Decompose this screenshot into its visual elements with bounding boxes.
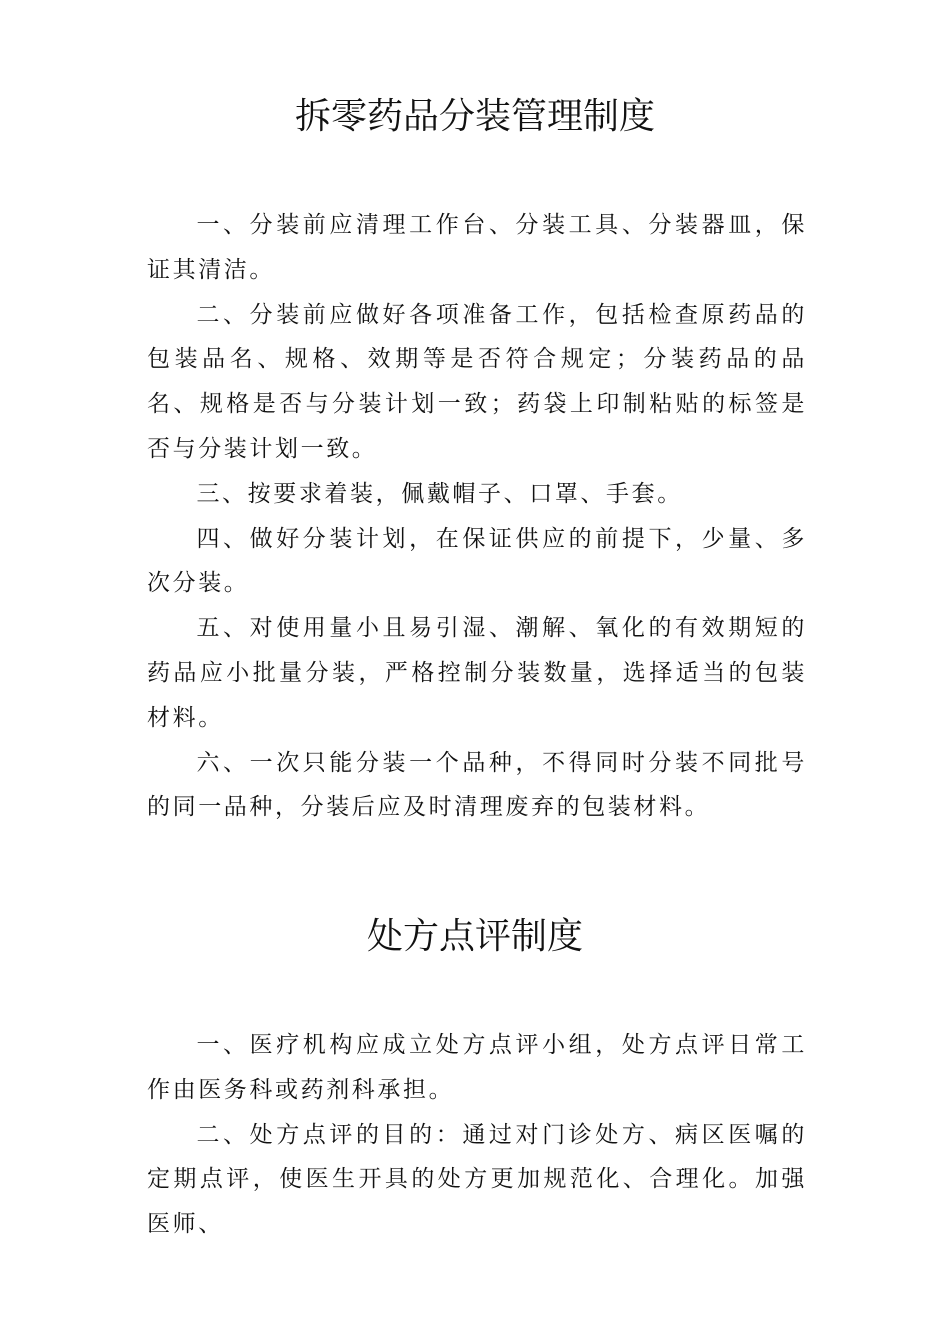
paragraph: 一、医疗机构应成立处方点评小组，处方点评日常工作由医务科或药剂科承担。 xyxy=(147,1032,807,1103)
paragraph: 三、按要求着装，佩戴帽子、口罩、手套。 xyxy=(196,480,683,507)
section-title-dispensing: 拆零药品分装管理制度 xyxy=(294,96,655,137)
section-body-prescription-review xyxy=(147,1023,807,1247)
paragraph: 六、一次只能分装一个品种，不得同时分装不同批号的同一品种，分装后应及时清理废弃的包装材料。 xyxy=(147,749,807,821)
paragraph: 二、分装前应做好各项准备工作，包括检查原药品的包装品名、规格、效期等是否符合规定；分装药品的品名、规格是否与分装计划一致；药袋上印制粘贴的标签是否与分装计划一致。 xyxy=(147,301,807,462)
paragraph: 二、处方点评的目的：通过对门诊处方、病区医嘱的定期点评，使医生开具的处方更加规范化、合理化。加强医师、 xyxy=(147,1121,807,1238)
paragraph: 一、分装前应清理工作台、分装工具、分装器皿，保证其清洁。 xyxy=(147,212,807,283)
section-body-dispensing xyxy=(147,203,807,830)
paragraph: 四、做好分装计划，在保证供应的前提下，少量、多次分装。 xyxy=(147,525,807,597)
paragraph: 五、对使用量小且易引湿、潮解、氧化的有效期短的药品应小批量分装，严格控制分装数量，选择适当的包装材料。 xyxy=(147,615,807,731)
section-title-prescription-review: 处方点评制度 xyxy=(366,916,583,957)
